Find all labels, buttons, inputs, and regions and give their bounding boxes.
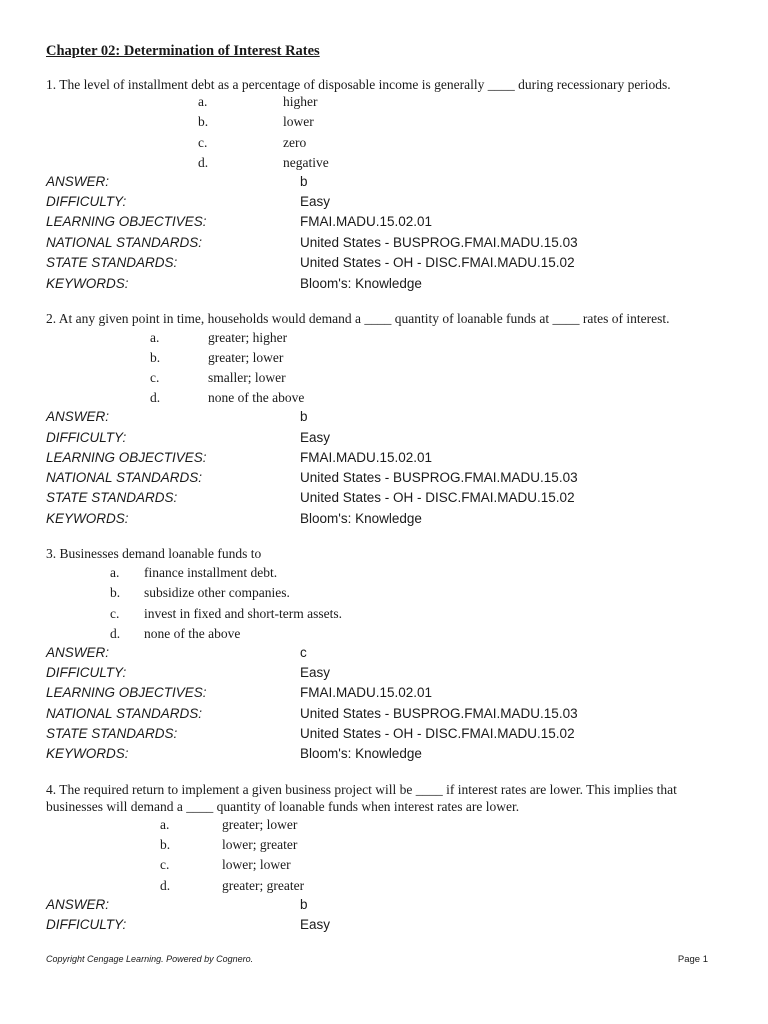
q1-keywords-value: Bloom's: Knowledge bbox=[300, 276, 422, 291]
q1-national-standards-value: United States - BUSPROG.FMAI.MADU.15.03 bbox=[300, 235, 578, 250]
q4-option-a-letter: a. bbox=[160, 817, 170, 832]
q2-keywords-label: KEYWORDS: bbox=[46, 511, 129, 526]
q2-difficulty-label: DIFFICULTY: bbox=[46, 430, 127, 445]
q3-learning-objectives-label: LEARNING OBJECTIVES: bbox=[46, 685, 207, 700]
q3-answer-value: c bbox=[300, 645, 307, 660]
q3-national-standards-value: United States - BUSPROG.FMAI.MADU.15.03 bbox=[300, 706, 578, 721]
q2-national-standards-label: NATIONAL STANDARDS: bbox=[46, 470, 203, 485]
q4-answer-value: b bbox=[300, 897, 308, 912]
q2-option-c-letter: c. bbox=[150, 370, 160, 385]
q2-option-c-text: smaller; lower bbox=[208, 370, 286, 385]
q4-difficulty-label: DIFFICULTY: bbox=[46, 917, 127, 932]
q4-option-c-letter: c. bbox=[160, 857, 170, 872]
q1-option-a-letter: a. bbox=[198, 94, 208, 109]
q3-option-b-text: subsidize other companies. bbox=[144, 585, 290, 600]
q2-option-b-letter: b. bbox=[150, 350, 161, 365]
q3-answer-label: ANSWER: bbox=[46, 645, 110, 660]
question-1-text: 1. The level of installment debt as a percentage of disposable income is generally ____ during recessionary periods. bbox=[46, 77, 671, 92]
q1-option-d-letter: d. bbox=[198, 155, 209, 170]
q3-option-a-letter: a. bbox=[110, 565, 120, 580]
q1-state-standards-label: STATE STANDARDS: bbox=[46, 255, 178, 270]
question-3-text: 3. Businesses demand loanable funds to bbox=[46, 546, 262, 561]
q3-option-c-letter: c. bbox=[110, 606, 120, 621]
q3-keywords-label: KEYWORDS: bbox=[46, 746, 129, 761]
q2-option-a-text: greater; higher bbox=[208, 330, 288, 345]
q4-option-d-letter: d. bbox=[160, 878, 171, 893]
q1-option-c-text: zero bbox=[283, 135, 307, 150]
q3-state-standards-value: United States - OH - DISC.FMAI.MADU.15.02 bbox=[300, 726, 575, 741]
q4-difficulty-value: Easy bbox=[300, 917, 331, 932]
q1-difficulty-label: DIFFICULTY: bbox=[46, 194, 127, 209]
q1-difficulty-value: Easy bbox=[300, 194, 331, 209]
q3-state-standards-label: STATE STANDARDS: bbox=[46, 726, 178, 741]
q4-option-b-letter: b. bbox=[160, 837, 171, 852]
q2-difficulty-value: Easy bbox=[300, 430, 331, 445]
q1-learning-objectives-label: LEARNING OBJECTIVES: bbox=[46, 214, 207, 229]
q3-option-c-text: invest in fixed and short-term assets. bbox=[144, 606, 342, 621]
question-2-text: 2. At any given point in time, households would demand a ____ quantity of loanable funds at ____ rates of interest. bbox=[46, 311, 670, 326]
q2-state-standards-label: STATE STANDARDS: bbox=[46, 490, 178, 505]
q1-option-b-letter: b. bbox=[198, 114, 209, 129]
q3-option-b-letter: b. bbox=[110, 585, 121, 600]
q2-option-d-letter: d. bbox=[150, 390, 161, 405]
q3-option-d-text: none of the above bbox=[144, 626, 241, 641]
q4-option-c-text: lower; lower bbox=[222, 857, 291, 872]
q4-option-d-text: greater; greater bbox=[222, 878, 305, 893]
q3-difficulty-label: DIFFICULTY: bbox=[46, 665, 127, 680]
question-4-text: 4. The required return to implement a given business project will be ____ if interest rates are lower. This implies that businesses will demand a ____ quantity of loanable funds when interest rates are lower. bbox=[46, 782, 677, 814]
copyright-footer: Copyright Cengage Learning. Powered by Cognero. bbox=[46, 954, 254, 964]
q2-answer-label: ANSWER: bbox=[46, 409, 110, 424]
q1-option-b-text: lower bbox=[283, 114, 314, 129]
q1-state-standards-value: United States - OH - DISC.FMAI.MADU.15.02 bbox=[300, 255, 575, 270]
q1-national-standards-label: NATIONAL STANDARDS: bbox=[46, 235, 203, 250]
q2-option-d-text: none of the above bbox=[208, 390, 305, 405]
q2-national-standards-value: United States - BUSPROG.FMAI.MADU.15.03 bbox=[300, 470, 578, 485]
q3-option-a-text: finance installment debt. bbox=[144, 565, 278, 580]
q1-option-c-letter: c. bbox=[198, 135, 208, 150]
q3-keywords-value: Bloom's: Knowledge bbox=[300, 746, 422, 761]
q4-answer-label: ANSWER: bbox=[46, 897, 110, 912]
q2-keywords-value: Bloom's: Knowledge bbox=[300, 511, 422, 526]
q2-option-a-letter: a. bbox=[150, 330, 160, 345]
q2-learning-objectives-value: FMAI.MADU.15.02.01 bbox=[300, 450, 433, 465]
q1-answer-label: ANSWER: bbox=[46, 174, 110, 189]
q1-option-a-text: higher bbox=[283, 94, 318, 109]
q3-learning-objectives-value: FMAI.MADU.15.02.01 bbox=[300, 685, 433, 700]
q2-state-standards-value: United States - OH - DISC.FMAI.MADU.15.02 bbox=[300, 490, 575, 505]
q4-option-a-text: greater; lower bbox=[222, 817, 298, 832]
q3-option-d-letter: d. bbox=[110, 626, 121, 641]
q3-national-standards-label: NATIONAL STANDARDS: bbox=[46, 706, 203, 721]
q1-learning-objectives-value: FMAI.MADU.15.02.01 bbox=[300, 214, 433, 229]
chapter-title: Chapter 02: Determination of Interest Rates bbox=[46, 43, 320, 59]
q2-answer-value: b bbox=[300, 409, 308, 424]
q4-option-b-text: lower; greater bbox=[222, 837, 298, 852]
q2-option-b-text: greater; lower bbox=[208, 350, 284, 365]
q1-option-d-text: negative bbox=[283, 155, 329, 170]
q1-keywords-label: KEYWORDS: bbox=[46, 276, 129, 291]
q3-difficulty-value: Easy bbox=[300, 665, 331, 680]
q1-answer-value: b bbox=[300, 174, 308, 189]
page-number: Page 1 bbox=[677, 954, 708, 965]
q2-learning-objectives-label: LEARNING OBJECTIVES: bbox=[46, 450, 207, 465]
